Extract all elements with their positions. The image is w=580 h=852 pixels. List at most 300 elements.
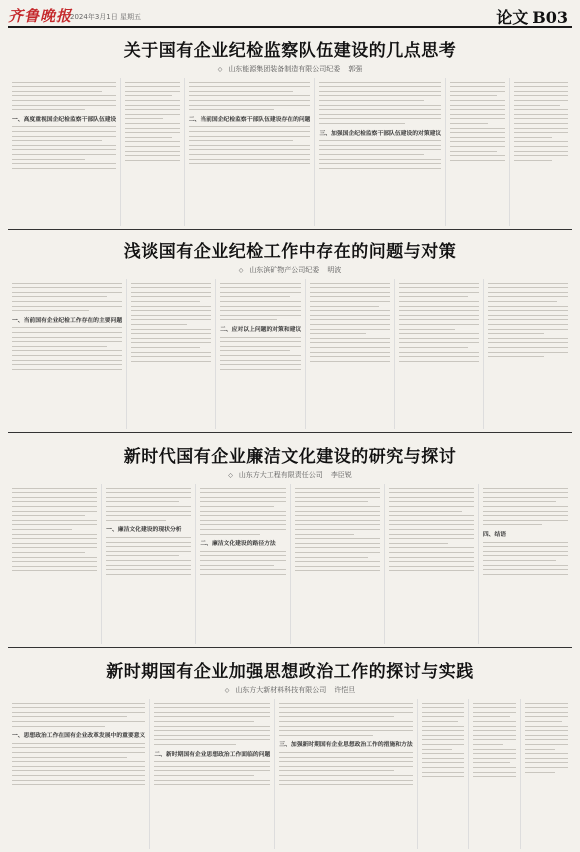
text-line [488,347,568,348]
text-line [310,356,390,357]
byline-org: 山东方大工程有限责任公司 [238,471,323,479]
text-line [189,100,311,101]
text-line [200,534,260,535]
text-column [394,279,483,429]
text-line [220,296,290,297]
text-line [450,146,504,147]
text-line [399,342,479,343]
text-line [389,570,474,571]
text-line [12,350,122,351]
text-line [525,767,568,768]
text-line [483,492,568,493]
text-line [12,131,116,132]
text-line [483,497,568,498]
text-line [106,569,191,570]
text-line [319,154,424,155]
text-line [525,753,568,754]
text-column [184,78,315,226]
text-line [450,100,504,101]
text-line [189,136,311,137]
text-line [106,492,191,493]
subheading: 三、加强国企纪检监察干部队伍建设的对策建议 [319,130,442,137]
text-line [200,506,273,507]
text-line [422,726,465,727]
text-line [125,151,179,152]
text-line [310,315,390,316]
text-line [473,735,516,736]
text-line [514,123,568,124]
text-line [422,739,465,740]
text-line [399,338,479,339]
text-line [220,355,301,356]
text-line [450,82,504,83]
text-line [189,159,311,160]
text-line [295,534,355,535]
text-line [106,560,191,561]
text-line [279,757,412,758]
text-line [220,369,301,370]
text-line [131,306,211,307]
text-line [483,515,568,516]
article-byline [8,265,572,275]
text-line [310,296,390,297]
diamond-icon: ◇ [224,687,230,694]
text-line [473,716,510,717]
text-line [12,784,145,785]
section-divider [8,229,572,230]
text-line [200,524,285,525]
text-line [514,109,568,110]
text-line [473,762,510,763]
text-line [450,118,504,119]
text-line [220,337,301,338]
text-line [473,707,516,708]
text-line [12,292,122,293]
text-line [200,569,285,570]
text-line [525,758,568,759]
article-1-body [8,78,572,226]
text-line [131,342,211,343]
text-line [450,123,488,124]
subheading: 二、当前国企纪检监察干部队伍建设存在的问题 [188,116,311,123]
text-line [399,310,479,311]
text-line [200,551,285,552]
text-line [483,506,568,507]
text-line [131,283,211,284]
text-line [12,287,122,288]
text-line [319,100,424,101]
text-line [422,767,465,768]
text-line [450,91,504,92]
text-line [399,324,479,325]
text-line [12,492,97,493]
text-line [389,552,474,553]
text-line [12,369,122,370]
text-line [125,155,179,156]
text-line [389,547,474,548]
text-line [200,565,273,566]
text-line [488,287,568,288]
text-line [295,524,380,525]
text-line [154,744,235,745]
text-line [295,538,380,539]
subheading: 三、加强新时期国有企业思想政治工作的措施和方法 [279,742,413,749]
text-column [417,699,469,849]
text-line [12,534,97,535]
text-line [12,552,85,553]
text-line [514,146,568,147]
text-line [12,149,116,150]
text-line [200,511,285,512]
text-line [389,538,474,539]
text-line [473,753,516,754]
article-3 [8,442,572,480]
text-line [473,758,516,759]
text-line [12,703,145,704]
text-column [290,484,384,644]
text-line [450,141,504,142]
text-line [12,712,145,713]
text-line [131,352,211,353]
text-line [12,145,116,146]
text-line [319,145,441,146]
text-line [279,784,412,785]
text-line [450,160,504,161]
text-line [310,301,390,302]
text-line [295,566,380,567]
text-line [295,561,380,562]
text-line [319,168,441,169]
text-line [295,543,380,544]
text-line [488,333,544,334]
text-line [200,492,285,493]
text-line [389,529,474,530]
text-line [399,356,479,357]
text-line [125,82,179,83]
text-line [125,86,179,87]
text-line [450,114,504,115]
text-line [399,315,479,316]
text-line [422,716,465,717]
text-line [295,492,380,493]
text-line [12,561,97,562]
subheading: 一、思想政治工作在国有企业改革发展中的重要意义 [12,733,146,740]
text-line [514,155,568,156]
text-line [12,159,85,160]
text-line [295,515,380,516]
text-line [189,95,311,96]
text-line [106,574,191,575]
text-line [279,726,412,727]
text-line [279,721,412,722]
text-line [220,319,277,320]
text-line [131,338,211,339]
text-line [189,109,274,110]
text-line [154,716,270,717]
text-line [220,292,301,293]
text-line [514,114,568,115]
text-line [12,296,107,297]
text-line [399,292,479,293]
text-line [12,511,97,512]
text-line [220,283,301,284]
text-line [200,560,285,561]
text-line [189,149,311,150]
text-line [220,341,301,342]
text-line [310,324,390,325]
text-line [154,730,270,731]
text-line [473,749,516,750]
text-line [12,91,102,92]
text-line [279,770,394,771]
text-line [483,574,568,575]
text-line [450,95,497,96]
text-line [473,739,516,740]
text-line [473,744,503,745]
article-2 [8,237,572,275]
text-line [389,543,449,544]
text-line [279,716,394,717]
text-line [189,140,294,141]
text-line [131,315,211,316]
text-line [106,506,191,507]
text-line [12,341,122,342]
text-line [12,100,116,101]
text-line [319,149,441,150]
text-line [125,105,179,106]
text-line [12,136,116,137]
subheading: 一、高度重视国企纪检监察干部队伍建设 [12,116,117,123]
text-line [488,296,568,297]
text-line [200,488,285,489]
text-line [12,497,97,498]
text-line [488,338,568,339]
text-line [106,555,179,556]
text-line [12,570,97,571]
text-line [295,557,368,558]
section-divider [8,432,572,433]
text-line [131,296,211,297]
text-line [525,716,568,717]
text-line [483,520,568,521]
text-line [200,529,285,530]
text-line [488,356,544,357]
text-line [12,95,116,96]
text-line [154,761,270,762]
text-column [215,279,305,429]
text-line [514,128,568,129]
text-column [520,699,572,849]
text-line [131,310,211,311]
text-line [200,574,285,575]
text-line [488,329,568,330]
text-line [389,534,474,535]
text-line [422,721,459,722]
text-line [106,501,179,502]
text-line [483,501,556,502]
text-line [12,761,145,762]
text-line [189,126,311,127]
text-line [154,712,270,713]
text-line [422,703,465,704]
text-line [220,301,301,302]
text-line [450,132,504,133]
text-line [488,315,568,316]
text-line [422,753,465,754]
text-line [319,95,441,96]
text-line [310,292,390,293]
text-line [295,501,368,502]
text-column [195,484,289,644]
text-line [12,163,116,164]
text-line [450,137,504,138]
text-line [12,515,85,516]
text-line [514,137,552,138]
text-line [473,767,516,768]
text-line [125,128,179,129]
text-line [189,131,311,132]
text-line [154,770,270,771]
text-line [473,730,516,731]
subheading: 一、廉洁文化建设的现状分析 [106,527,182,534]
text-line [525,707,568,708]
text-line [189,86,311,87]
text-line [319,82,441,83]
text-line [154,775,254,776]
text-line [450,109,504,110]
text-line [319,114,441,115]
text-line [473,772,516,773]
article-byline [8,470,572,480]
text-line [12,154,116,155]
section-name: 论文 [496,8,529,27]
text-line [131,356,211,357]
text-line [12,547,97,548]
article-3-body [8,484,572,644]
text-line [514,91,568,92]
text-line [279,712,412,713]
text-line [525,735,568,736]
text-line [131,319,211,320]
text-line [131,347,200,348]
text-line [12,501,97,502]
issue-date: 2024年3月1日 星期五 [70,13,141,21]
text-line [106,565,191,566]
text-line [12,283,122,284]
text-line [310,319,390,320]
text-line [220,350,290,351]
text-line [220,287,301,288]
text-line [422,712,465,713]
text-line [450,151,497,152]
text-line [125,160,179,161]
text-line [12,82,116,83]
article-byline [8,685,572,695]
text-line [422,707,465,708]
text-column [8,484,101,644]
text-line [399,283,479,284]
text-line [279,707,412,708]
article-byline [8,64,572,74]
text-line [12,168,116,169]
article-headline: 关于国有企业纪检监察队伍建设的几点思考 [123,41,457,61]
text-line [12,332,122,333]
text-line [319,86,441,87]
text-line [422,749,452,750]
text-line [389,566,474,567]
text-line [12,757,127,758]
text-line [154,703,270,704]
text-line [125,100,179,101]
text-line [488,283,568,284]
text-column [126,279,215,429]
text-line [12,752,145,753]
text-line [12,538,97,539]
text-column [384,484,478,644]
text-line [514,105,561,106]
text-line [483,569,568,570]
text-line [131,301,200,302]
text-line [514,151,568,152]
text-line [131,292,211,293]
text-line [12,327,122,328]
text-line [473,712,516,713]
text-line [310,283,390,284]
text-line [514,82,568,83]
text-line [125,118,163,119]
text-line [12,488,97,489]
text-line [125,114,179,115]
text-line [220,306,301,307]
text-line [399,306,479,307]
text-line [12,543,97,544]
text-line [319,105,441,106]
text-line [422,730,465,731]
text-line [319,123,404,124]
diamond-icon: ◇ [228,472,233,479]
text-line [525,744,568,745]
text-line [399,296,468,297]
text-column [305,279,394,429]
text-line [279,761,412,762]
text-line [279,703,412,704]
text-line [488,324,568,325]
text-line [473,776,516,777]
text-line [279,752,412,753]
text-line [12,524,97,525]
text-line [514,132,568,133]
article-1 [8,36,572,74]
text-line [106,515,191,516]
text-line [131,324,187,325]
text-line [389,497,474,498]
text-column [445,78,508,226]
text-line [279,775,412,776]
text-line [514,100,568,101]
text-line [220,346,301,347]
text-line [525,749,555,750]
text-column [101,484,195,644]
text-column [8,78,120,226]
text-line [131,329,211,330]
byline-author: 李臣锐 [330,471,352,479]
text-line [189,91,294,92]
text-column [8,699,149,849]
text-line [399,301,479,302]
text-line [389,520,474,521]
text-line [12,306,122,307]
subheading: 二、应对以上问题的对策和建议 [220,326,302,333]
